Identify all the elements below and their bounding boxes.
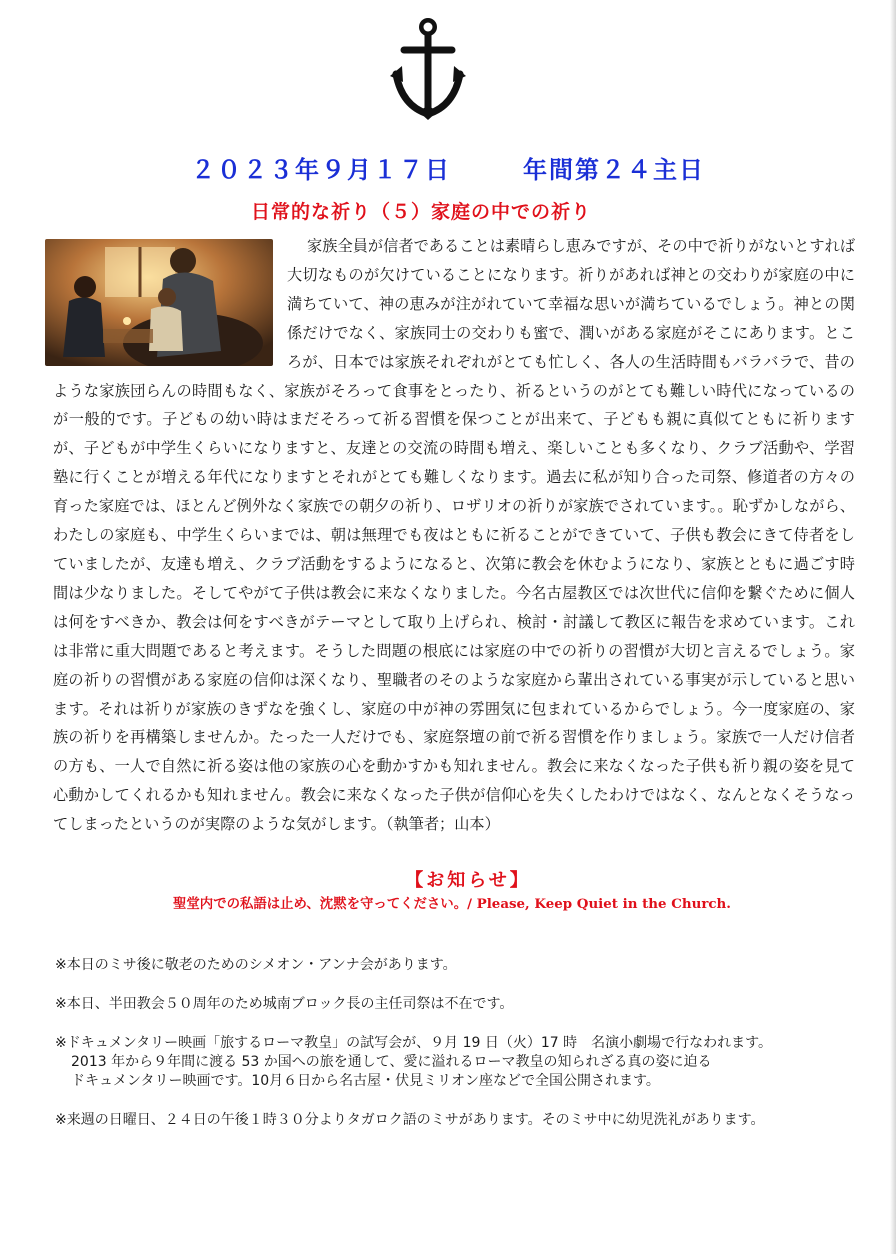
announcements [55, 956, 875, 1150]
announcement-text: ※ドキュメンタリー映画「旅するローマ教皇」の試写会が、９月 19 日（火）17 時 名演小劇場で行なわれます。 [55, 1035, 773, 1051]
announcement-item [55, 1111, 875, 1130]
announcement-continuation: 2013 年から９年間に渡る 53 か国への旅を通して、愛に溢れるローマ教皇の知られざる真の姿に迫る [71, 1054, 712, 1070]
photo-illustration [45, 239, 273, 366]
announcement-item [55, 995, 875, 1014]
date-text: ２０２３年９月１７日 [191, 156, 451, 184]
family-prayer-photo [45, 239, 273, 366]
announcement-continuation: ドキュメンタリー映画です。10月６日から名古屋・伏見ミリオン座などで全国公開されます。 [71, 1073, 660, 1089]
notice-title: 【お知らせ】 [405, 870, 531, 891]
page-edge-shadow [890, 0, 896, 1254]
article-title: 日常的な祈り（５）家庭の中での祈り [250, 201, 591, 223]
announcement-item [55, 956, 875, 975]
announcement-item [55, 1034, 875, 1091]
article-body [53, 232, 855, 839]
announcement-text: ※来週の日曜日、２４日の午後１時３０分よりタガロク語のミサがあります。そのミサ中に幼児洗礼があります。 [55, 1112, 765, 1128]
quiet-notice: 聖堂内での私語は止め、沈黙を守ってください。/ Please, Keep Quiet in the Church. [173, 896, 731, 912]
announcement-text: ※本日、半田教会５０周年のため城南ブロック長の主任司祭は不在です。 [55, 996, 514, 1012]
announcement-text: ※本日のミサ後に敬老のためのシメオン・アンナ会があります。 [55, 957, 457, 973]
date-heading [0, 150, 896, 185]
article-text: 家族全員が信者であることは素晴らし恵みですが、その中で祈りがないとすれば大切なものが欠けていることになります。祈りがあれば神との交わりが家庭の中に満ちていて、神の恵みが注がれていて幸福な思いが満ちているでしょう。神との関係だけでなく、家族同士の交わりも蜜で、潤いがある家庭がそこにあります。ところが、日本では家族それぞれがとても忙しく、各人の生活時間もバラバラで、昔のような家族団らんの時間もなく、家族がそろって食事をとったり、祈るというのがとても難しい時代になっているのが一般的です。子どもの幼い時はまだそろって祈る習慣を保つことが出来て、子どもも親に真似てともに祈りますが、子どもが中学生くらいになりますと、友達との交流の時間も増え、楽しいことも多くなり、クラブ活動や、学習塾に行くことが増える年代になりますとそれがとても難しくなります。過去に私が知り合った司祭、修道者の方々の育った家庭では、ほとんど例外なく家族での朝夕の祈り、ロザリオの祈りが家族でされています。。恥ずかしながら、わたしの家庭も、中学生くらいまでは、朝は無理でも夜はともに祈ることができていて、子供も教会にきて侍者をしていましたが、友達も増え、クラブ活動をするようになると、次第に教会を休むようになり、家族とともに過ごす時間は少なりました。そしてやがて子供は教会に来なくなりました。今名古屋教区では次世代に信仰を繋ぐために個人は何をすべきか、教会は何をすべきがテーマとして取り上げられ、検討・討議して教区に報告を求めています。これは非常に重大問題であると考えます。そうした問題の根底には家庭の中での祈りの習慣が大切と言えるでしょう。家庭の祈りの習慣がある家庭の信仰は深くなり、聖職者のそのような家庭から輩出されている事実が示していると思います。それは祈りが家族のきずなを強くし、家庭の中が神の雰囲気に包まれているからでしょう。今一度家庭の、家族の祈りを再構築しませんか。たった一人だけでも、家庭祭壇の前で祈る習慣を作りましょう。家族で一人だけ信者の方も、一人で自然に祈る姿は他の家族の心を動かすかも知れません。教会に来なくなった子供も祈り親の姿を見て心動かしてくれるかも知れません。教会に来なくなった子供が信仰心を失くしたわけではなく、なんとなくそうなってしまったというのが実際のような気がします。（執筆者；山本） [53, 237, 855, 834]
liturgical-sunday: 年間第２４主日 [523, 156, 705, 184]
anchor-icon [388, 16, 468, 122]
